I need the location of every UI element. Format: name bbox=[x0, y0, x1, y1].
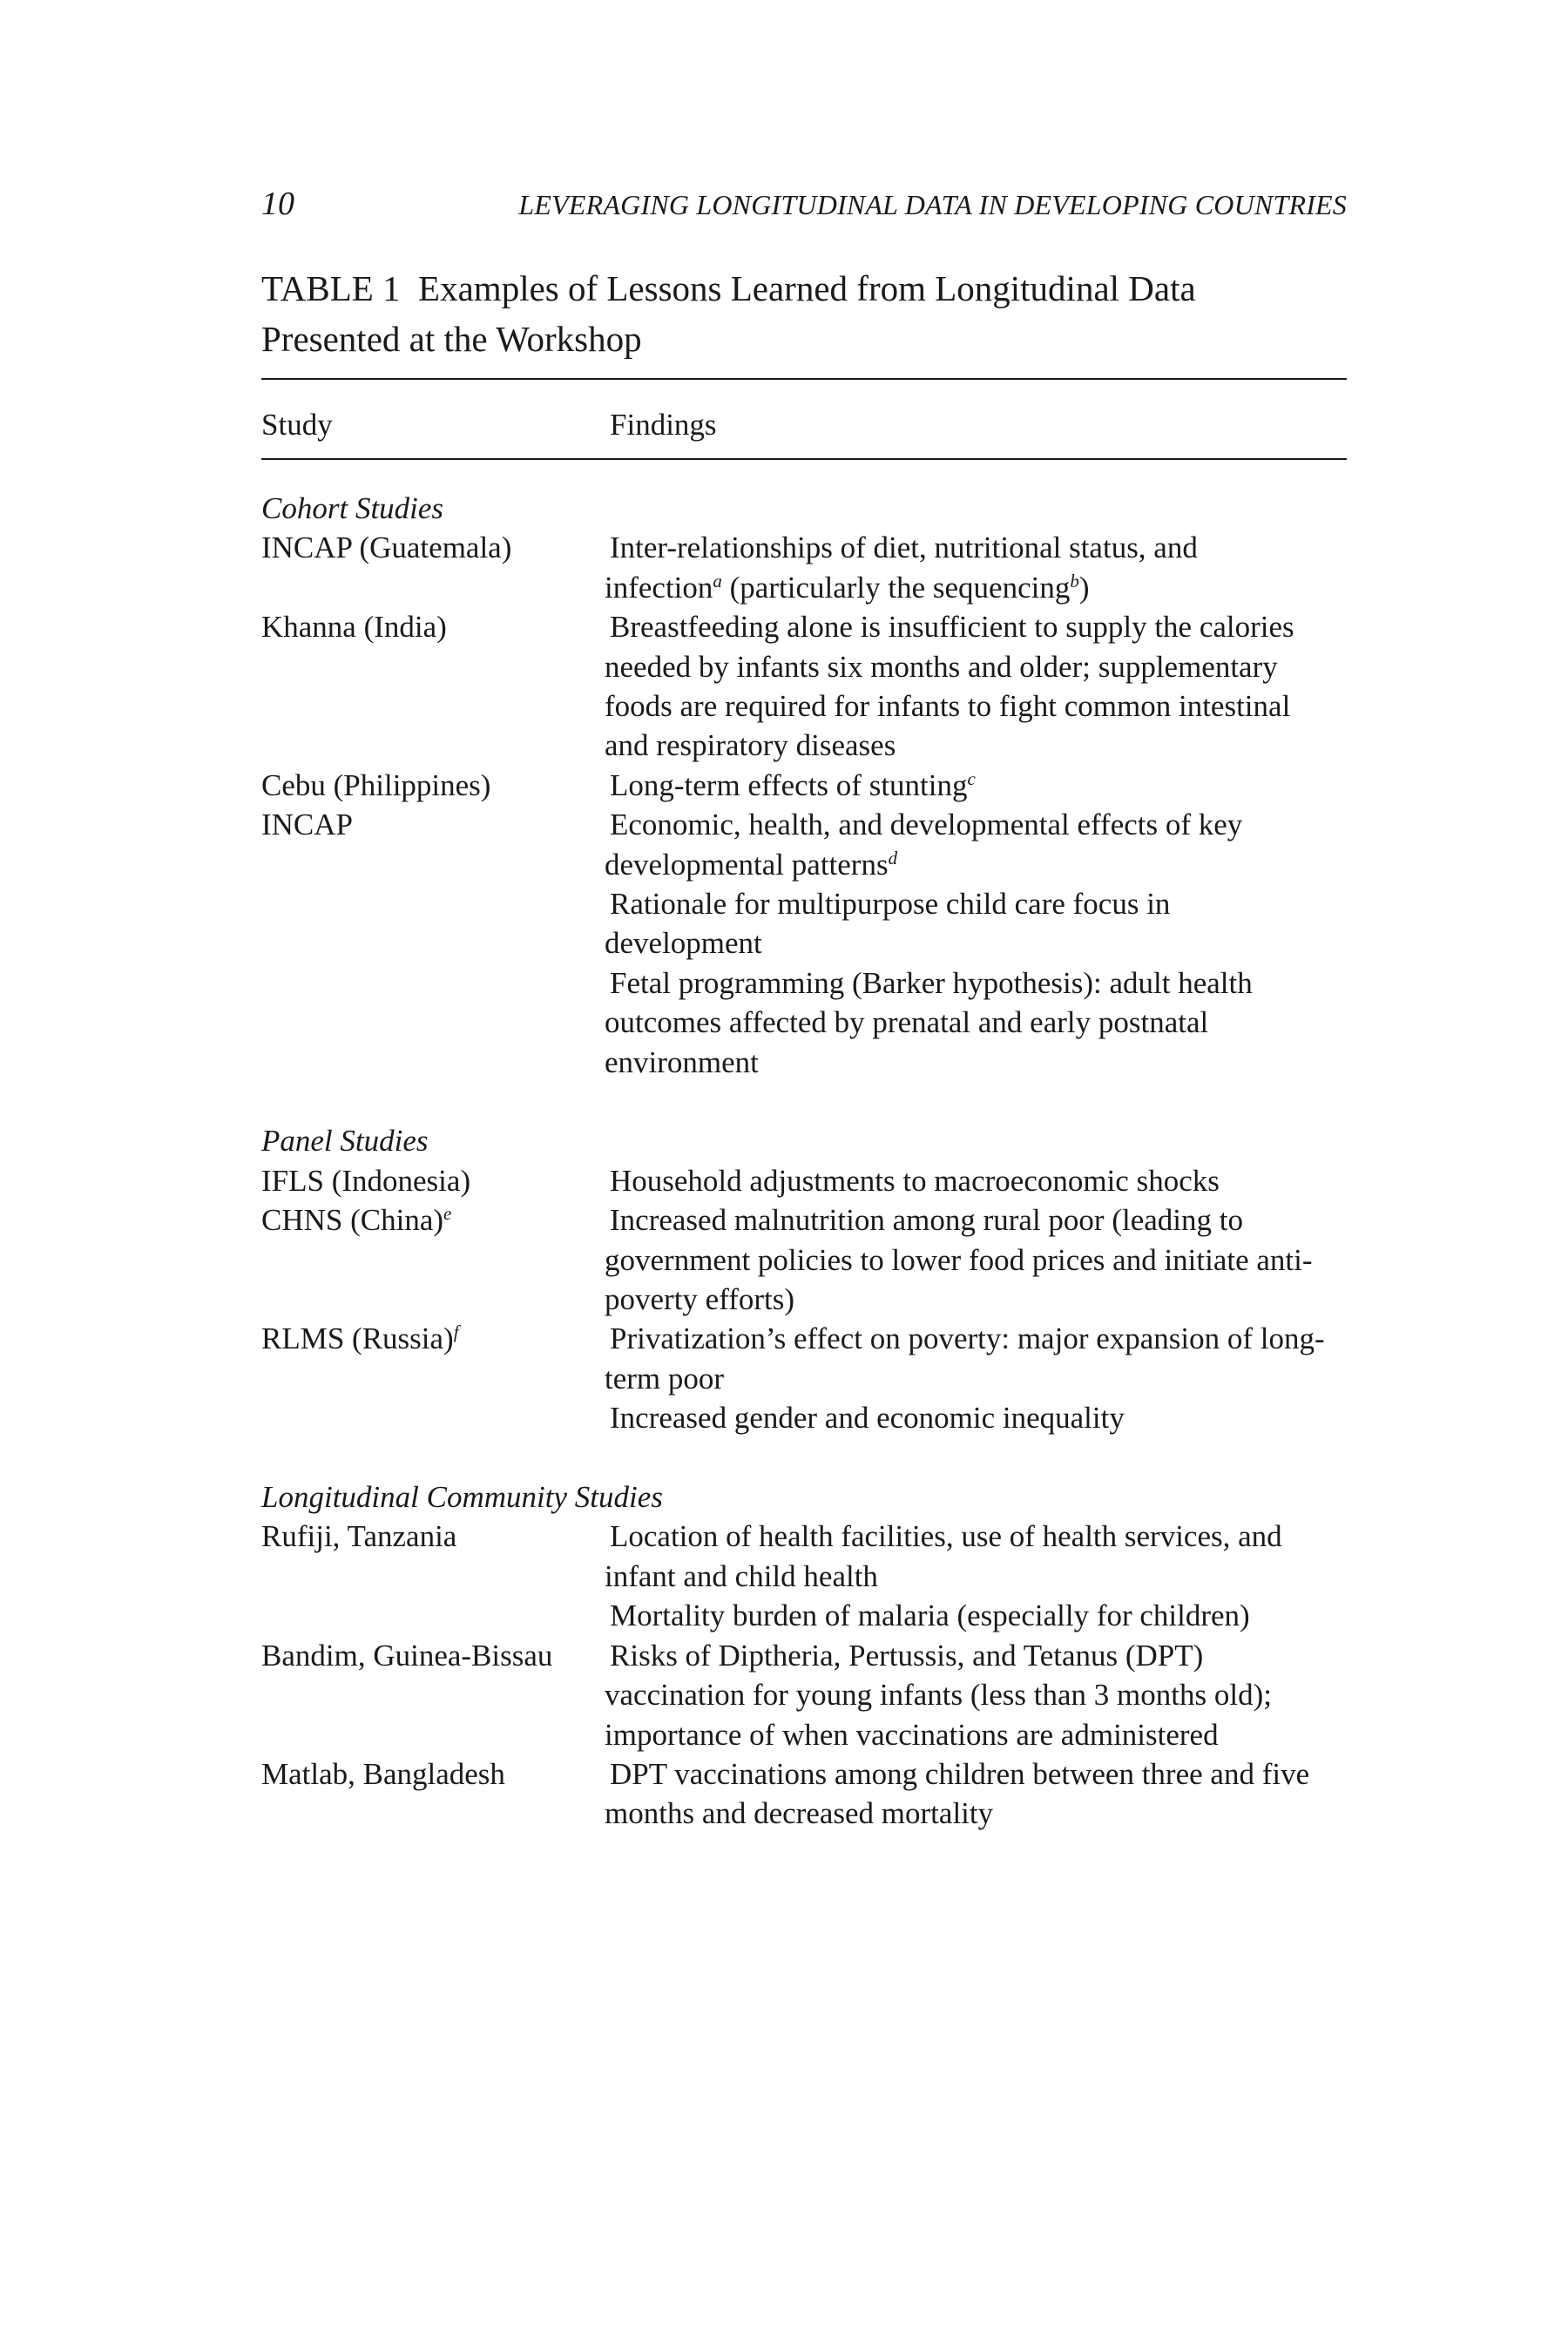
table-row bbox=[261, 1636, 1347, 1754]
table-row bbox=[261, 1754, 1347, 1834]
study-cell: Cebu (Philippines) bbox=[261, 767, 491, 802]
finding-line bbox=[605, 845, 1347, 884]
findings-cell bbox=[605, 1636, 1347, 1754]
footnote-marker: f bbox=[453, 1321, 459, 1343]
finding-line: Economic, health, and developmental effects of key bbox=[610, 808, 1243, 842]
finding-line: Mortality burden of malaria (especially for children) bbox=[610, 1598, 1250, 1633]
study-cell: Rufiji, Tanzania bbox=[261, 1519, 457, 1554]
finding-line: DPT vaccinations among children between three and five bbox=[610, 1756, 1310, 1791]
finding-text: developmental patterns bbox=[605, 847, 889, 882]
section-spacer bbox=[261, 1082, 1347, 1121]
footnote-marker: a bbox=[713, 570, 722, 591]
finding-line: development bbox=[605, 926, 762, 961]
study-cell: IFLS (Indonesia) bbox=[261, 1163, 471, 1198]
findings-cell bbox=[605, 607, 1347, 766]
table-caption bbox=[261, 263, 1347, 364]
finding-line: Increased gender and economic inequality bbox=[610, 1401, 1125, 1436]
finding-text: Long-term effects of stunting bbox=[610, 767, 968, 802]
finding-line bbox=[605, 766, 1347, 805]
finding-line: and respiratory diseases bbox=[605, 728, 896, 763]
study-cell bbox=[261, 1319, 605, 1437]
finding-line: months and decreased mortality bbox=[605, 1796, 994, 1831]
findings-cell bbox=[605, 766, 1347, 805]
table-row bbox=[261, 766, 1347, 805]
findings-cell bbox=[605, 805, 1347, 1082]
finding-line: Risks of Diptheria, Pertussis, and Tetanus (DPT) bbox=[610, 1638, 1204, 1673]
finding-line: Inter-relationships of diet, nutritional status, and bbox=[610, 531, 1198, 565]
finding-text: ) bbox=[1078, 570, 1090, 605]
table-caption-line-2: Presented at the Workshop bbox=[261, 319, 642, 359]
study-cell: Khanna (India) bbox=[261, 610, 447, 645]
finding-line: Increased malnutrition among rural poor (leading to bbox=[610, 1203, 1243, 1238]
table-row bbox=[261, 607, 1347, 766]
section-title-panel-studies: Panel Studies bbox=[261, 1124, 429, 1159]
findings-cell bbox=[605, 1161, 1347, 1200]
findings-cell bbox=[605, 1319, 1347, 1437]
findings-cell bbox=[605, 528, 1347, 607]
findings-cell bbox=[605, 1754, 1347, 1834]
findings-cell bbox=[605, 1517, 1347, 1635]
finding-line: government policies to lower food prices and initiate anti- bbox=[605, 1242, 1313, 1277]
finding-line: needed by infants six months and older; supplementary bbox=[605, 649, 1278, 684]
section-spacer bbox=[261, 1438, 1347, 1477]
section-title-longitudinal-community-studies: Longitudinal Community Studies bbox=[261, 1480, 663, 1515]
table-row bbox=[261, 1319, 1347, 1437]
finding-line: importance of when vaccinations are administered bbox=[605, 1717, 1219, 1752]
finding-line: infant and child health bbox=[605, 1558, 878, 1593]
running-header bbox=[261, 185, 1347, 228]
study-cell: Matlab, Bangladesh bbox=[261, 1756, 505, 1791]
finding-text: infection bbox=[605, 570, 713, 605]
footnote-marker: d bbox=[888, 847, 898, 868]
finding-line: Breastfeeding alone is insufficient to supply the calories bbox=[610, 610, 1294, 645]
table-row bbox=[261, 1161, 1347, 1200]
finding-line: Location of health facilities, use of health services, and bbox=[610, 1519, 1282, 1554]
findings-cell bbox=[605, 1200, 1347, 1319]
table-top-rule bbox=[261, 378, 1347, 380]
finding-line: environment bbox=[605, 1044, 759, 1079]
finding-line: foods are required for infants to fight common intestinal bbox=[605, 689, 1291, 724]
table-caption-line-1: TABLE 1 Examples of Lessons Learned from Longitudinal Data bbox=[261, 268, 1196, 308]
study-cell bbox=[261, 1200, 605, 1319]
finding-line: Household adjustments to macroeconomic shocks bbox=[610, 1163, 1220, 1198]
study-cell: INCAP bbox=[261, 808, 354, 842]
table-row bbox=[261, 528, 1347, 607]
finding-line: Fetal programming (Barker hypothesis): adult health bbox=[610, 965, 1253, 1000]
study-cell: INCAP (Guatemala) bbox=[261, 531, 512, 565]
finding-line: Rationale for multipurpose child care focus in bbox=[610, 887, 1171, 922]
study-text: RLMS (Russia) bbox=[261, 1321, 454, 1356]
section-title-cohort-studies: Cohort Studies bbox=[261, 491, 444, 525]
finding-line: Privatization’s effect on poverty: major expansion of long- bbox=[610, 1321, 1325, 1356]
finding-line bbox=[605, 568, 1347, 607]
page-number: 10 bbox=[261, 186, 294, 222]
table-row bbox=[261, 1517, 1347, 1635]
study-cell: Bandim, Guinea-Bissau bbox=[261, 1638, 553, 1673]
table-body bbox=[261, 489, 1347, 1834]
finding-text: (particularly the sequencing bbox=[721, 570, 1071, 605]
table-row bbox=[261, 1200, 1347, 1319]
running-title: LEVERAGING LONGITUDINAL DATA IN DEVELOPING COUNTRIES bbox=[518, 189, 1347, 220]
table-header-rule bbox=[261, 458, 1347, 460]
finding-line: poverty efforts) bbox=[605, 1282, 795, 1317]
column-header-findings: Findings bbox=[610, 408, 717, 442]
footnote-marker: e bbox=[443, 1203, 452, 1225]
footnote-marker: b bbox=[1070, 570, 1079, 591]
finding-line: vaccination for young infants (less than 3 months old); bbox=[605, 1678, 1272, 1713]
finding-line: term poor bbox=[605, 1361, 725, 1396]
study-text: CHNS (China) bbox=[261, 1203, 444, 1238]
footnote-marker: c bbox=[967, 767, 976, 789]
table-row bbox=[261, 805, 1347, 1082]
column-header-study: Study bbox=[261, 408, 333, 442]
finding-line: outcomes affected by prenatal and early postnatal bbox=[605, 1005, 1209, 1040]
